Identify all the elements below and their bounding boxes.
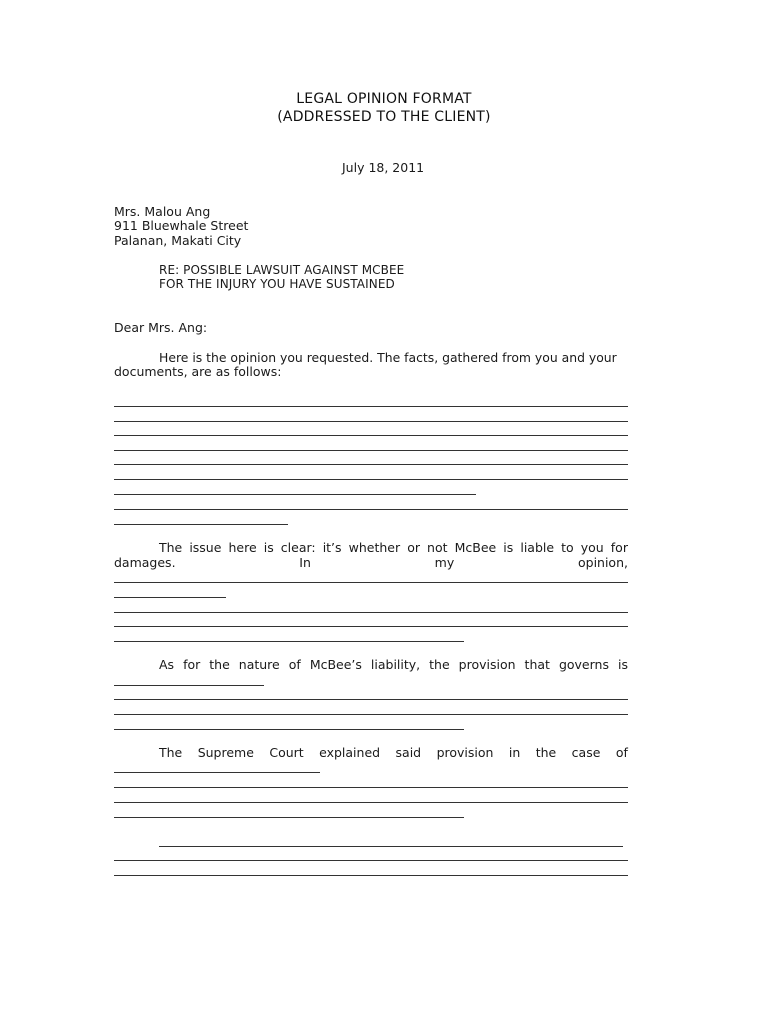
letter-date: July 18, 2011 xyxy=(342,160,425,175)
blank-line xyxy=(114,685,264,686)
blank-line xyxy=(114,406,628,407)
blank-line xyxy=(114,641,464,642)
blank-line xyxy=(114,479,628,480)
blank-line xyxy=(114,582,628,583)
salutation: Dear Mrs. Ang: xyxy=(114,320,208,335)
blank-line xyxy=(114,524,288,525)
blank-line xyxy=(114,421,628,422)
blank-line xyxy=(159,846,623,847)
blank-line xyxy=(114,626,628,627)
paragraph-1-line-2: documents, are as follows: xyxy=(114,364,282,379)
paragraph-4-line-1: The Supreme Court explained said provision in the case of xyxy=(159,745,628,760)
blank-line xyxy=(114,787,628,788)
recipient-street: 911 Bluewhale Street xyxy=(114,218,249,233)
blank-line xyxy=(114,464,628,465)
document-title-line-2: (ADDRESSED TO THE CLIENT) xyxy=(277,109,491,125)
recipient-city: Palanan, Makati City xyxy=(114,233,242,248)
paragraph-3-line-1: As for the nature of McBee’s liability, the provision that governs is xyxy=(159,657,628,672)
blank-line xyxy=(114,802,628,803)
blank-line xyxy=(114,612,628,613)
blank-line xyxy=(114,817,464,818)
blank-line xyxy=(114,875,628,876)
blank-line xyxy=(114,699,628,700)
recipient-name: Mrs. Malou Ang xyxy=(114,204,211,219)
blank-line xyxy=(114,860,628,861)
blank-line xyxy=(114,597,226,598)
blank-line xyxy=(114,729,464,730)
blank-line xyxy=(114,494,476,495)
re-line-1: RE: POSSIBLE LAWSUIT AGAINST MCBEE xyxy=(159,263,405,277)
paragraph-2-line-1: The issue here is clear: it’s whether or not McBee is liable to you for xyxy=(159,540,628,555)
document-title-line-1: LEGAL OPINION FORMAT xyxy=(296,91,472,107)
paragraph-2-line-2: damages. In my opinion, xyxy=(114,555,628,570)
blank-line xyxy=(114,509,628,510)
blank-line xyxy=(114,435,628,436)
re-line-2: FOR THE INJURY YOU HAVE SUSTAINED xyxy=(159,277,395,291)
blank-line xyxy=(114,772,320,773)
blank-line xyxy=(114,714,628,715)
blank-line xyxy=(114,450,628,451)
paragraph-1-line-1: Here is the opinion you requested. The facts, gathered from you and your xyxy=(159,350,617,365)
